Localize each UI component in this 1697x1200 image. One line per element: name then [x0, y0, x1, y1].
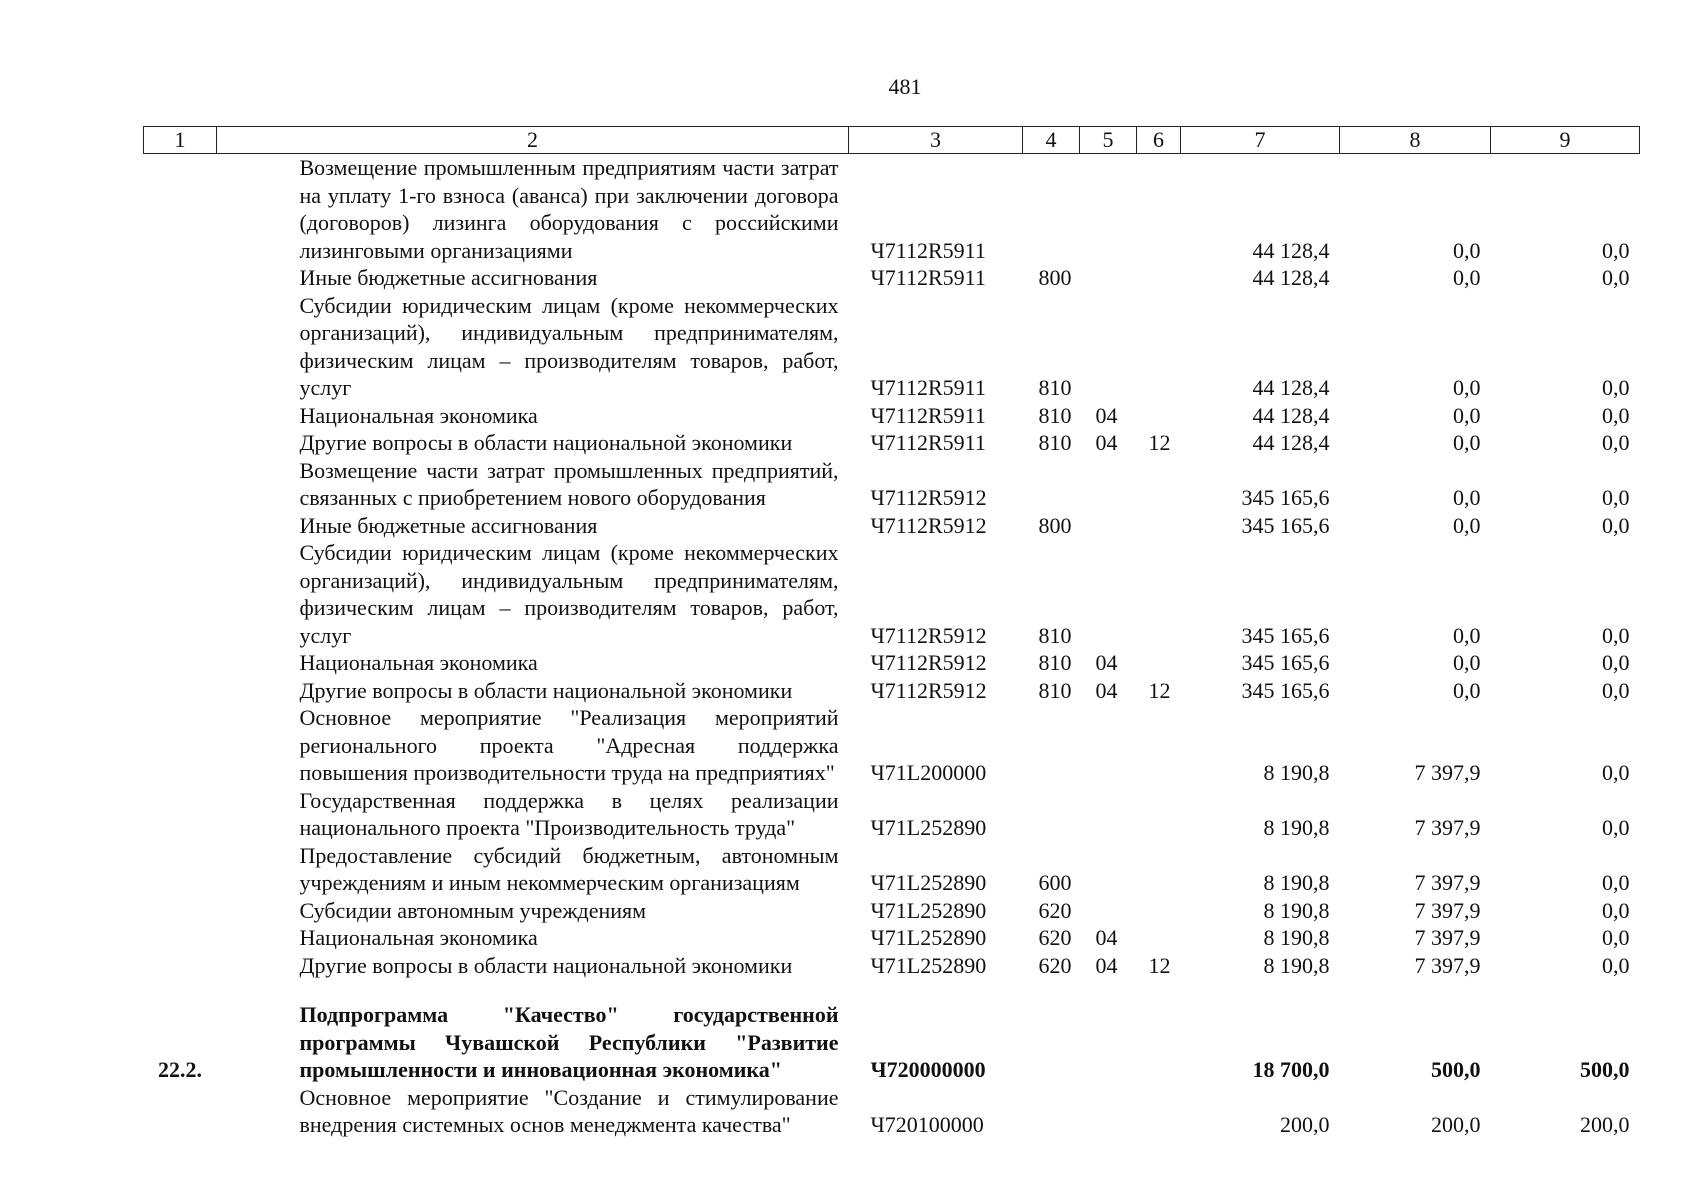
- row-vr-code: 810: [1038, 622, 1072, 648]
- row-csr-code: Ч71L252890: [870, 925, 987, 950]
- row-vr-code: [1023, 457, 1080, 512]
- row-number: [144, 512, 217, 540]
- row-amount-8: 7 397,9: [1414, 870, 1481, 895]
- row-name: Государственная поддержка в целях реализации национального проекта "Производительность труда": [299, 787, 839, 840]
- row-csr-code: Ч71L252890: [870, 815, 987, 840]
- row-name: Национальная экономика: [299, 925, 538, 950]
- col-header-8: 8: [1340, 127, 1491, 154]
- row-pr-code: [1137, 457, 1181, 512]
- table-row: [144, 787, 1640, 842]
- row-amount-7: 44 128,4: [1252, 402, 1330, 428]
- row-amount-7: 8 190,8: [1263, 925, 1330, 950]
- row-amount-8: 7 397,9: [1414, 952, 1481, 978]
- row-amount-8: 7 397,9: [1414, 925, 1481, 950]
- row-number: [144, 897, 217, 925]
- col-header-9: 9: [1491, 127, 1640, 154]
- row-pr-code: 12: [1148, 677, 1171, 703]
- row-amount-7: 8 190,8: [1263, 952, 1330, 978]
- row-rz-code: [1080, 539, 1137, 649]
- row-csr-code: Ч7112R5911: [870, 375, 986, 400]
- table-body: [144, 154, 1640, 1139]
- row-csr-code: Ч720100000: [870, 1112, 984, 1137]
- row-pr-code: [1137, 842, 1181, 897]
- row-csr-code: Ч71L252890: [870, 952, 987, 978]
- row-number: [144, 429, 217, 457]
- col-header-4: 4: [1023, 127, 1080, 154]
- row-number: [144, 264, 217, 292]
- row-pr-code: [1137, 512, 1181, 540]
- row-amount-8: 0,0: [1453, 512, 1481, 538]
- row-amount-9: 0,0: [1602, 650, 1630, 675]
- row-amount-8: 200,0: [1431, 1112, 1481, 1137]
- row-amount-8: 0,0: [1453, 677, 1481, 703]
- row-vr-code: [1023, 1001, 1080, 1084]
- table-row: [144, 402, 1640, 430]
- row-name: Национальная экономика: [299, 650, 538, 675]
- row-amount-9: 0,0: [1602, 870, 1630, 895]
- row-csr-code: Ч7112R5911: [870, 402, 986, 428]
- row-amount-9: 0,0: [1602, 265, 1630, 290]
- table-row: [144, 457, 1640, 512]
- row-amount-8: 0,0: [1453, 650, 1481, 675]
- row-vr-code: 800: [1038, 265, 1072, 290]
- row-amount-7: 8 190,8: [1263, 870, 1330, 895]
- row-amount-9: 0,0: [1602, 622, 1630, 648]
- row-rz-code: [1080, 264, 1137, 292]
- table-row: [144, 292, 1640, 402]
- row-csr-code: Ч71L252890: [870, 870, 987, 895]
- row-pr-code: [1137, 264, 1181, 292]
- row-amount-8: 500,0: [1431, 1057, 1481, 1082]
- row-rz-code: [1080, 154, 1137, 265]
- row-amount-7: 200,0: [1280, 1112, 1330, 1137]
- row-csr-code: Ч7112R5911: [870, 265, 986, 290]
- row-number: [144, 924, 217, 952]
- row-amount-7: 345 165,6: [1241, 622, 1330, 648]
- row-rz-code: [1080, 897, 1137, 925]
- row-amount-9: 0,0: [1602, 430, 1630, 455]
- row-csr-code: Ч7112R5912: [870, 650, 987, 675]
- row-rz-code: 04: [1095, 925, 1118, 950]
- row-name: Субсидии автономным учреждениям: [299, 897, 647, 923]
- table-header-row: [144, 127, 1640, 154]
- row-number: [144, 842, 217, 897]
- row-vr-code: 620: [1038, 952, 1072, 978]
- table-row: [144, 649, 1640, 677]
- table-row: [144, 1001, 1640, 1084]
- row-amount-7: 44 128,4: [1252, 265, 1330, 290]
- table-row: [144, 539, 1640, 649]
- row-rz-code: 04: [1095, 650, 1118, 675]
- row-csr-code: Ч71L252890: [870, 897, 987, 923]
- row-name: Основное мероприятие "Реализация мероприятий регионального проекта "Адресная поддержка повышения производительности труда на предприятиях": [299, 705, 839, 785]
- row-vr-code: 810: [1038, 677, 1072, 703]
- row-amount-7: 44 128,4: [1252, 375, 1330, 400]
- row-amount-7: 18 700,0: [1252, 1057, 1330, 1082]
- row-name: Субсидии юридическим лицам (кроме некоммерческих организаций), индивидуальным предпринимателям, физическим лицам – производителям товаров, работ, услуг: [299, 292, 839, 400]
- row-name: Иные бюджетные ассигнования: [299, 512, 598, 538]
- row-amount-8: 7 397,9: [1414, 897, 1481, 923]
- row-csr-code: Ч7112R5912: [870, 485, 987, 510]
- row-csr-code: Ч7112R5912: [870, 622, 987, 648]
- table-row: [144, 897, 1640, 925]
- table-row: [144, 154, 1640, 265]
- row-number: [144, 787, 217, 842]
- row-amount-9: 0,0: [1602, 485, 1630, 510]
- row-name: Субсидии юридическим лицам (кроме некоммерческих организаций), индивидуальным предпринимателям, физическим лицам – производителям товаров, работ, услуг: [299, 540, 839, 648]
- row-pr-code: [1137, 402, 1181, 430]
- row-rz-code: [1080, 787, 1137, 842]
- row-name: Иные бюджетные ассигнования: [299, 265, 598, 290]
- table-row: [144, 952, 1640, 980]
- row-pr-code: [1137, 292, 1181, 402]
- row-pr-code: [1137, 1084, 1181, 1139]
- row-rz-code: [1080, 704, 1137, 787]
- table-row: [144, 842, 1640, 897]
- row-amount-8: 0,0: [1453, 237, 1481, 263]
- row-amount-9: 0,0: [1602, 375, 1630, 400]
- col-header-6: 6: [1137, 127, 1181, 154]
- table-row: [144, 429, 1640, 457]
- row-amount-8: 7 397,9: [1414, 815, 1481, 840]
- row-vr-code: [1023, 154, 1080, 265]
- row-amount-8: 7 397,9: [1414, 760, 1481, 785]
- row-rz-code: 04: [1095, 430, 1118, 455]
- row-number: [144, 1084, 217, 1139]
- row-number: [144, 457, 217, 512]
- row-csr-code: Ч7112R5911: [870, 237, 986, 263]
- row-csr-code: Ч7112R5911: [870, 430, 986, 455]
- row-amount-7: 345 165,6: [1241, 677, 1330, 703]
- row-rz-code: 04: [1095, 402, 1118, 428]
- row-amount-9: 500,0: [1580, 1057, 1630, 1082]
- col-header-7: 7: [1181, 127, 1340, 154]
- row-pr-code: [1137, 539, 1181, 649]
- row-name: Возмещение части затрат промышленных предприятий, связанных с приобретением нового оборудования: [299, 457, 839, 510]
- row-number: [144, 649, 217, 677]
- row-number: [144, 677, 217, 705]
- row-number: [144, 154, 217, 265]
- row-amount-7: 345 165,6: [1241, 485, 1330, 510]
- section-spacer: [144, 979, 1640, 1001]
- row-pr-code: 12: [1148, 430, 1171, 455]
- section-spacer-cell: [144, 979, 1640, 1001]
- page-number: 481: [888, 74, 922, 99]
- row-rz-code: [1080, 292, 1137, 402]
- row-csr-code: Ч71L200000: [870, 760, 987, 785]
- row-name: Другие вопросы в области национальной экономики: [299, 677, 793, 703]
- row-amount-9: 0,0: [1602, 925, 1630, 950]
- row-amount-7: 44 128,4: [1252, 237, 1330, 263]
- row-csr-code: Ч720000000: [870, 1057, 986, 1082]
- row-number: [144, 952, 217, 980]
- row-pr-code: [1137, 924, 1181, 952]
- row-name: Другие вопросы в области национальной экономики: [299, 430, 793, 455]
- row-pr-code: [1137, 154, 1181, 265]
- table-row: [144, 512, 1640, 540]
- table-row: [144, 924, 1640, 952]
- row-name: Основное мероприятие "Создание и стимулирование внедрения системных основ менеджмента качества": [299, 1084, 839, 1137]
- col-header-3: 3: [849, 127, 1023, 154]
- col-header-5: 5: [1080, 127, 1137, 154]
- row-number: [144, 402, 217, 430]
- row-rz-code: [1080, 457, 1137, 512]
- row-vr-code: 810: [1038, 375, 1072, 400]
- row-amount-8: 0,0: [1453, 402, 1481, 428]
- row-amount-7: 8 190,8: [1263, 760, 1330, 785]
- row-name: Другие вопросы в области национальной экономики: [299, 952, 793, 978]
- budget-table: [143, 126, 1640, 1139]
- row-vr-code: [1023, 704, 1080, 787]
- row-amount-8: 0,0: [1453, 430, 1481, 455]
- row-amount-8: 0,0: [1453, 485, 1481, 510]
- row-number: [144, 704, 217, 787]
- row-amount-9: 0,0: [1602, 815, 1630, 840]
- row-amount-9: 0,0: [1602, 237, 1630, 263]
- row-vr-code: 600: [1038, 870, 1072, 895]
- row-vr-code: 620: [1038, 897, 1072, 923]
- row-rz-code: 04: [1095, 677, 1118, 703]
- row-pr-code: [1137, 649, 1181, 677]
- col-header-2: 2: [217, 127, 849, 154]
- row-pr-code: [1137, 704, 1181, 787]
- row-vr-code: [1023, 787, 1080, 842]
- row-csr-code: Ч7112R5912: [870, 512, 987, 538]
- row-name: Предоставление субсидий бюджетным, автономным учреждениям и иным некоммерческим организациям: [299, 842, 839, 895]
- row-amount-7: 8 190,8: [1263, 815, 1330, 840]
- row-name: Подпрограмма "Качество" государственной программы Чувашской Республики "Развитие промышленности и инновационная экономика": [299, 1002, 839, 1082]
- row-rz-code: [1080, 1084, 1137, 1139]
- row-number: 22.2.: [158, 1057, 202, 1082]
- row-vr-code: 800: [1038, 512, 1072, 538]
- row-rz-code: [1080, 512, 1137, 540]
- row-vr-code: 810: [1038, 402, 1072, 428]
- row-csr-code: Ч7112R5912: [870, 677, 987, 703]
- row-pr-code: [1137, 897, 1181, 925]
- row-name: Национальная экономика: [299, 402, 538, 428]
- table-row: [144, 264, 1640, 292]
- row-amount-9: 0,0: [1602, 512, 1630, 538]
- row-amount-9: 200,0: [1580, 1112, 1630, 1137]
- row-vr-code: 620: [1038, 925, 1072, 950]
- row-amount-7: 345 165,6: [1241, 512, 1330, 538]
- row-amount-9: 0,0: [1602, 897, 1630, 923]
- row-rz-code: [1080, 1001, 1137, 1084]
- row-amount-8: 0,0: [1453, 622, 1481, 648]
- row-vr-code: [1023, 1084, 1080, 1139]
- row-rz-code: [1080, 842, 1137, 897]
- row-name: Возмещение промышленным предприятиям части затрат на уплату 1-го взноса (аванса) при заключении договора (договоров) лизинга оборудования с российскими лизинговыми организациями: [299, 155, 839, 263]
- row-amount-9: 0,0: [1602, 402, 1630, 428]
- row-pr-code: 12: [1148, 952, 1171, 978]
- row-amount-9: 0,0: [1602, 677, 1630, 703]
- row-amount-8: 0,0: [1453, 375, 1481, 400]
- row-amount-7: 8 190,8: [1263, 897, 1330, 923]
- row-number: [144, 292, 217, 402]
- row-amount-7: 44 128,4: [1252, 430, 1330, 455]
- row-amount-7: 345 165,6: [1241, 650, 1330, 675]
- table-row: [144, 704, 1640, 787]
- table-row: [144, 677, 1640, 705]
- row-pr-code: [1137, 787, 1181, 842]
- row-pr-code: [1137, 1001, 1181, 1084]
- row-amount-8: 0,0: [1453, 265, 1481, 290]
- col-header-1: 1: [144, 127, 217, 154]
- row-amount-9: 0,0: [1602, 760, 1630, 785]
- table-row: [144, 1084, 1640, 1139]
- row-vr-code: 810: [1038, 430, 1072, 455]
- row-rz-code: 04: [1095, 952, 1118, 978]
- row-vr-code: 810: [1038, 650, 1072, 675]
- row-number: [144, 539, 217, 649]
- row-amount-9: 0,0: [1602, 952, 1630, 978]
